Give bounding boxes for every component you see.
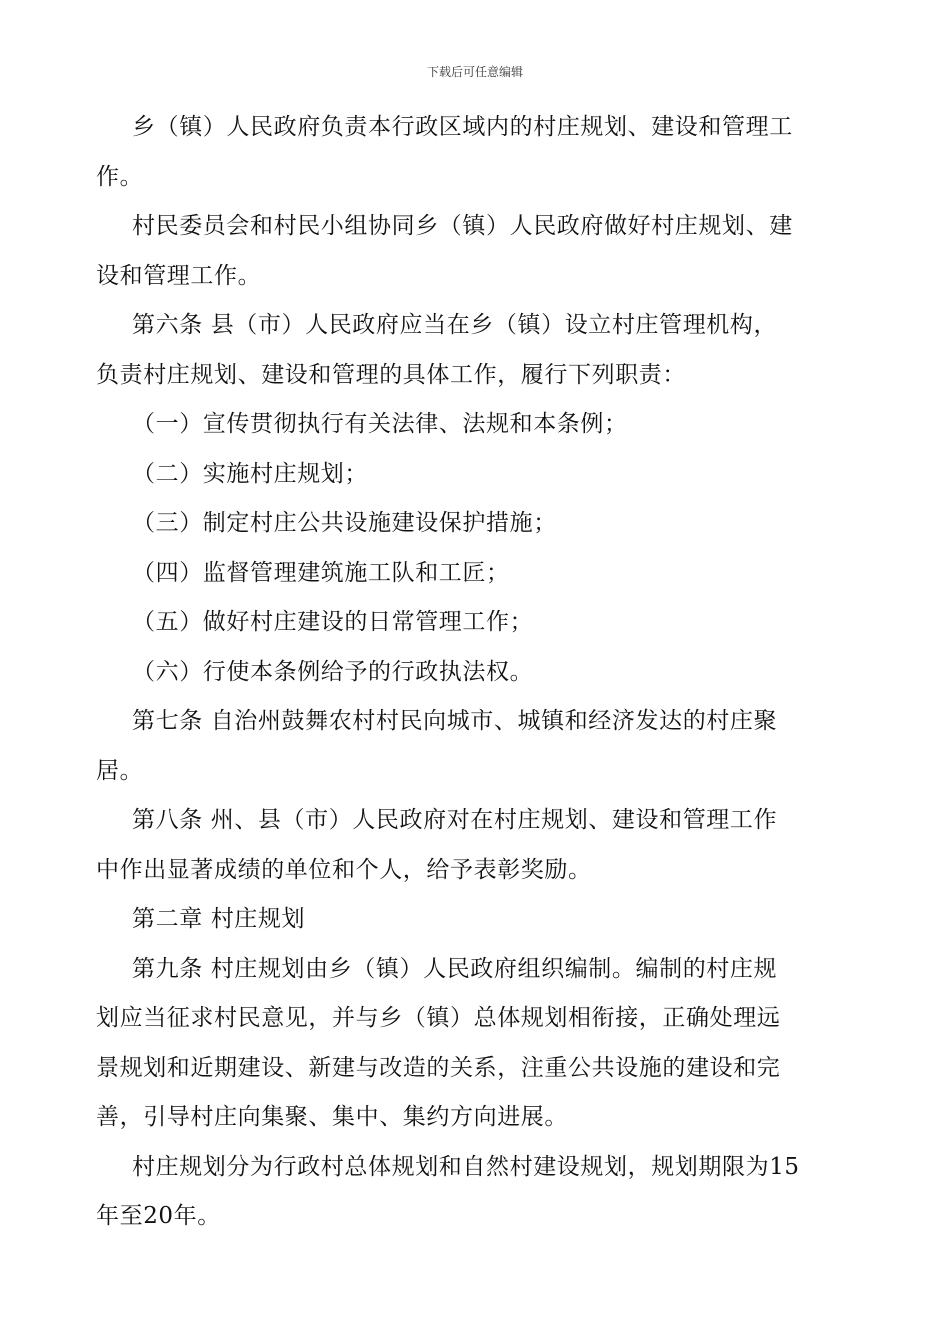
text-line: 划应当征求村民意见，并与乡（镇）总体规划相衔接，正确处理远 bbox=[96, 1005, 781, 1031]
text-line: （三）制定村庄公共设施建设保护措施； bbox=[132, 510, 557, 536]
text-line: 景规划和近期建设、新建与改造的关系，注重公共设施的建设和完 bbox=[96, 1054, 781, 1081]
paragraph-villager-committee bbox=[96, 202, 856, 301]
text-line: 作。 bbox=[96, 163, 144, 190]
document-body bbox=[96, 103, 856, 1242]
list-item bbox=[96, 450, 856, 500]
text-line: 负责村庄规划、建设和管理的具体工作，履行下列职责： bbox=[96, 361, 686, 388]
text-line: 第七条 自治州鼓舞农村村民向城市、城镇和经济发达的村庄聚 bbox=[132, 708, 778, 734]
text-line: 年至20年。 bbox=[96, 1203, 221, 1229]
text-line: （四）监督管理建筑施工队和工匠； bbox=[132, 559, 510, 586]
chapter-heading bbox=[96, 895, 856, 945]
page-header: 下载后可任意编辑 bbox=[426, 65, 523, 79]
paragraph-article-8 bbox=[96, 796, 856, 895]
paragraph-article-9 bbox=[96, 945, 856, 1143]
list-item bbox=[96, 499, 856, 549]
text-line: 村民委员会和村民小组协同乡（镇）人民政府做好村庄规划、建 bbox=[132, 213, 793, 239]
text-line: 第九条 村庄规划由乡（镇）人民政府组织编制。编制的村庄规 bbox=[132, 955, 778, 982]
text-line: 第二章 村庄规划 bbox=[132, 906, 306, 932]
list-item bbox=[96, 648, 856, 698]
text-line: 第六条 县（市）人民政府应当在乡（镇）设立村庄管理机构， bbox=[132, 312, 778, 338]
text-line: 善，引导村庄向集聚、集中、集约方向进展。 bbox=[96, 1104, 568, 1130]
text-line: （二）实施村庄规划； bbox=[132, 460, 368, 487]
text-line: 乡（镇）人民政府负责本行政区域内的村庄规划、建设和管理工 bbox=[132, 114, 793, 140]
paragraph-article-7 bbox=[96, 697, 856, 796]
text-line: 居。 bbox=[96, 757, 144, 784]
paragraph-article-6 bbox=[96, 301, 856, 400]
text-line: 第八条 州、县（市）人民政府对在村庄规划、建设和管理工作 bbox=[132, 807, 778, 833]
text-line: （一）宣传贯彻执行有关法律、法规和本条例； bbox=[132, 411, 628, 437]
text-line: 中作出显著成绩的单位和个人，给予表彰奖励。 bbox=[96, 856, 592, 883]
paragraph-planning-period bbox=[96, 1143, 856, 1242]
text-line: （六）行使本条例给予的行政执法权。 bbox=[132, 658, 534, 685]
paragraph-township-responsibility bbox=[96, 103, 856, 202]
text-line: 村庄规划分为行政村总体规划和自然村建设规划，规划期限为15 bbox=[132, 1153, 800, 1180]
text-line: 设和管理工作。 bbox=[96, 262, 262, 289]
list-item bbox=[96, 400, 856, 450]
text-line: （五）做好村庄建设的日常管理工作； bbox=[132, 609, 534, 635]
list-item bbox=[96, 598, 856, 648]
list-item bbox=[96, 549, 856, 599]
